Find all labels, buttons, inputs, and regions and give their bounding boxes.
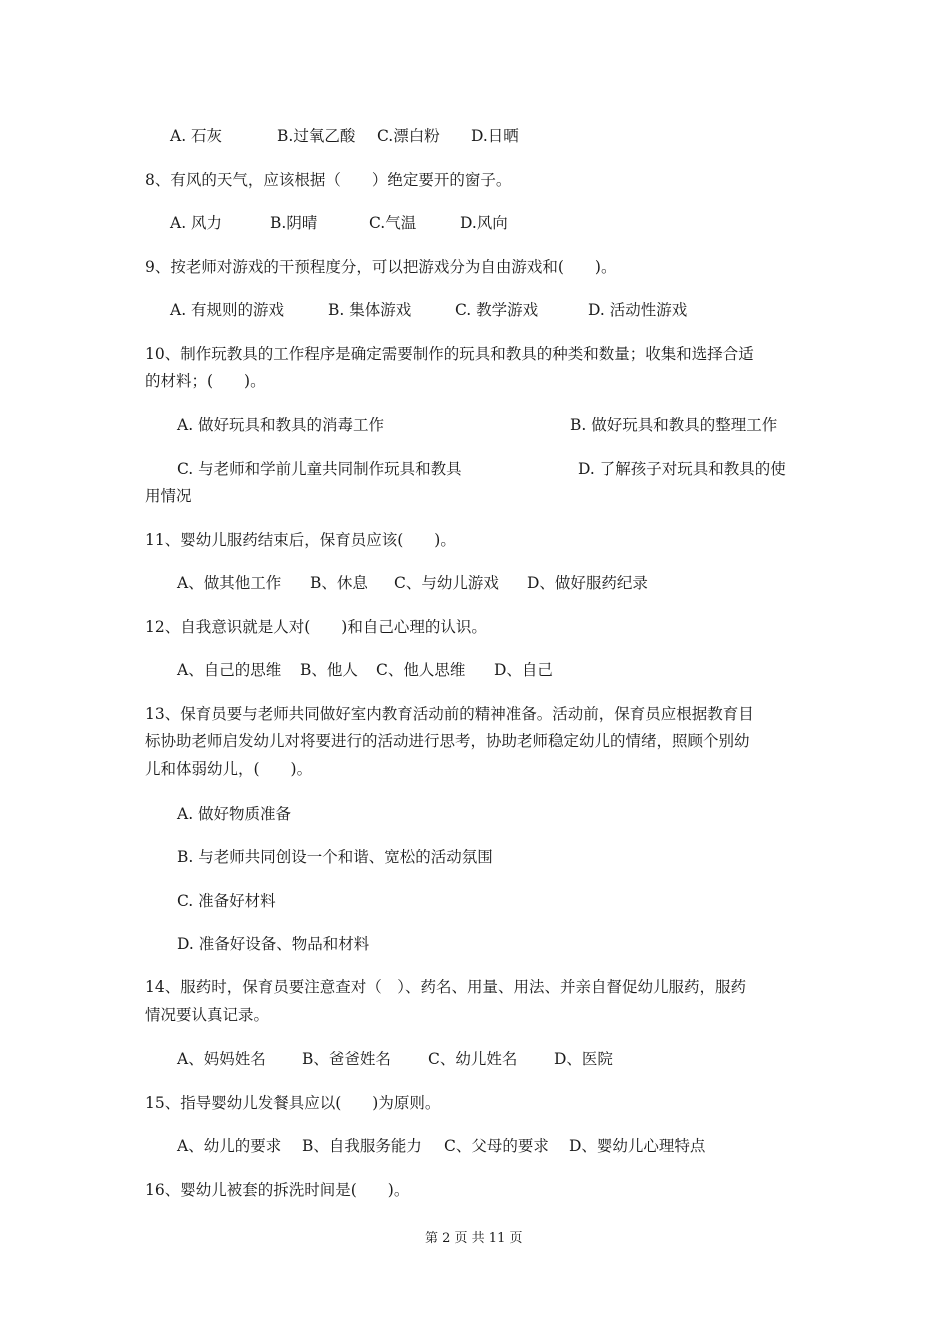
q12-option-a: A、自己的思维 (177, 661, 282, 679)
q12-stem: 12、自我意识就是人对( )和自己心理的认识。 (145, 618, 487, 636)
q12-option-d: D、自己 (494, 661, 553, 679)
q8-option-c: C.气温 (369, 214, 417, 232)
q14-stem-line1: 14、服药时，保育员要注意查对（ ）、药名、用量、用法、并亲自督促幼儿服药，服药 (145, 978, 746, 996)
q8-option-b: B.阴晴 (270, 214, 318, 232)
q9-stem: 9、按老师对游戏的干预程度分，可以把游戏分为自由游戏和( )。 (145, 258, 617, 276)
q10-option-a: A. 做好玩具和教具的消毒工作 (177, 416, 385, 434)
q15-option-a: A、幼儿的要求 (177, 1137, 282, 1155)
q13-option-c: C. 准备好材料 (177, 892, 276, 910)
q10-stem-line1: 10、制作玩教具的工作程序是确定需要制作的玩具和教具的种类和数量；收集和选择合适 (145, 345, 754, 363)
q15-option-c: C、父母的要求 (444, 1137, 549, 1155)
q14-option-c: C、幼儿姓名 (428, 1050, 518, 1068)
q13-stem-line2: 标协助老师启发幼儿对将要进行的活动进行思考，协助老师稳定幼儿的情绪，照顾个别幼 (145, 732, 750, 750)
q10-option-c: C. 与老师和学前儿童共同制作玩具和教具 (177, 460, 462, 478)
q10-option-d-continued: 用情况 (145, 487, 192, 505)
q7-option-d: D.日晒 (471, 127, 519, 145)
q9-option-d: D. 活动性游戏 (588, 301, 688, 319)
q9-option-a: A. 有规则的游戏 (170, 301, 285, 319)
q8-stem: 8、有风的天气，应该根据（ ）绝定要开的窗子。 (145, 171, 512, 189)
q13-stem-line3: 儿和体弱幼儿，( )。 (145, 760, 313, 778)
q15-stem: 15、指导婴幼儿发餐具应以( )为原则。 (145, 1094, 441, 1112)
q7-option-c: C.漂白粉 (377, 127, 440, 145)
q8-option-d: D.风向 (460, 214, 508, 232)
page-number: 第 2 页 共 11 页 (425, 1231, 523, 1246)
q13-option-d: D. 准备好设备、物品和材料 (177, 935, 370, 953)
q16-stem: 16、婴幼儿被套的拆洗时间是( )。 (145, 1181, 410, 1199)
q14-stem-line2: 情况要认真记录。 (145, 1006, 270, 1024)
q12-option-b: B、他人 (300, 661, 358, 679)
q7-option-b: B.过氧乙酸 (277, 127, 356, 145)
q10-option-b: B. 做好玩具和教具的整理工作 (570, 416, 778, 434)
q14-option-b: B、爸爸姓名 (302, 1050, 391, 1068)
q12-option-c: C、他人思维 (376, 661, 466, 679)
q13-stem-line1: 13、保育员要与老师共同做好室内教育活动前的精神准备。活动前，保育员应根据教育目 (145, 705, 754, 723)
q8-option-a: A. 风力 (170, 214, 223, 232)
q11-stem: 11、婴幼儿服药结束后，保育员应该( )。 (145, 531, 456, 549)
q15-option-b: B、自我服务能力 (302, 1137, 422, 1155)
q7-option-a: A. 石灰 (170, 127, 223, 145)
q13-option-b: B. 与老师共同创设一个和谐、宽松的活动氛围 (177, 848, 493, 866)
q11-option-c: C、与幼儿游戏 (394, 574, 499, 592)
q11-option-b: B、休息 (310, 574, 368, 592)
q10-option-d: D. 了解孩子对玩具和教具的使 (578, 460, 786, 478)
q14-option-a: A、妈妈姓名 (177, 1050, 266, 1068)
q15-option-d: D、婴幼儿心理特点 (569, 1137, 706, 1155)
q9-option-b: B. 集体游戏 (328, 301, 412, 319)
q11-option-d: D、做好服药纪录 (527, 574, 648, 592)
q11-option-a: A、做其他工作 (177, 574, 282, 592)
q13-option-a: A. 做好物质准备 (177, 805, 292, 823)
q14-option-d: D、医院 (554, 1050, 613, 1068)
q10-stem-line2: 的材料；( )。 (145, 372, 266, 390)
q9-option-c: C. 教学游戏 (455, 301, 539, 319)
